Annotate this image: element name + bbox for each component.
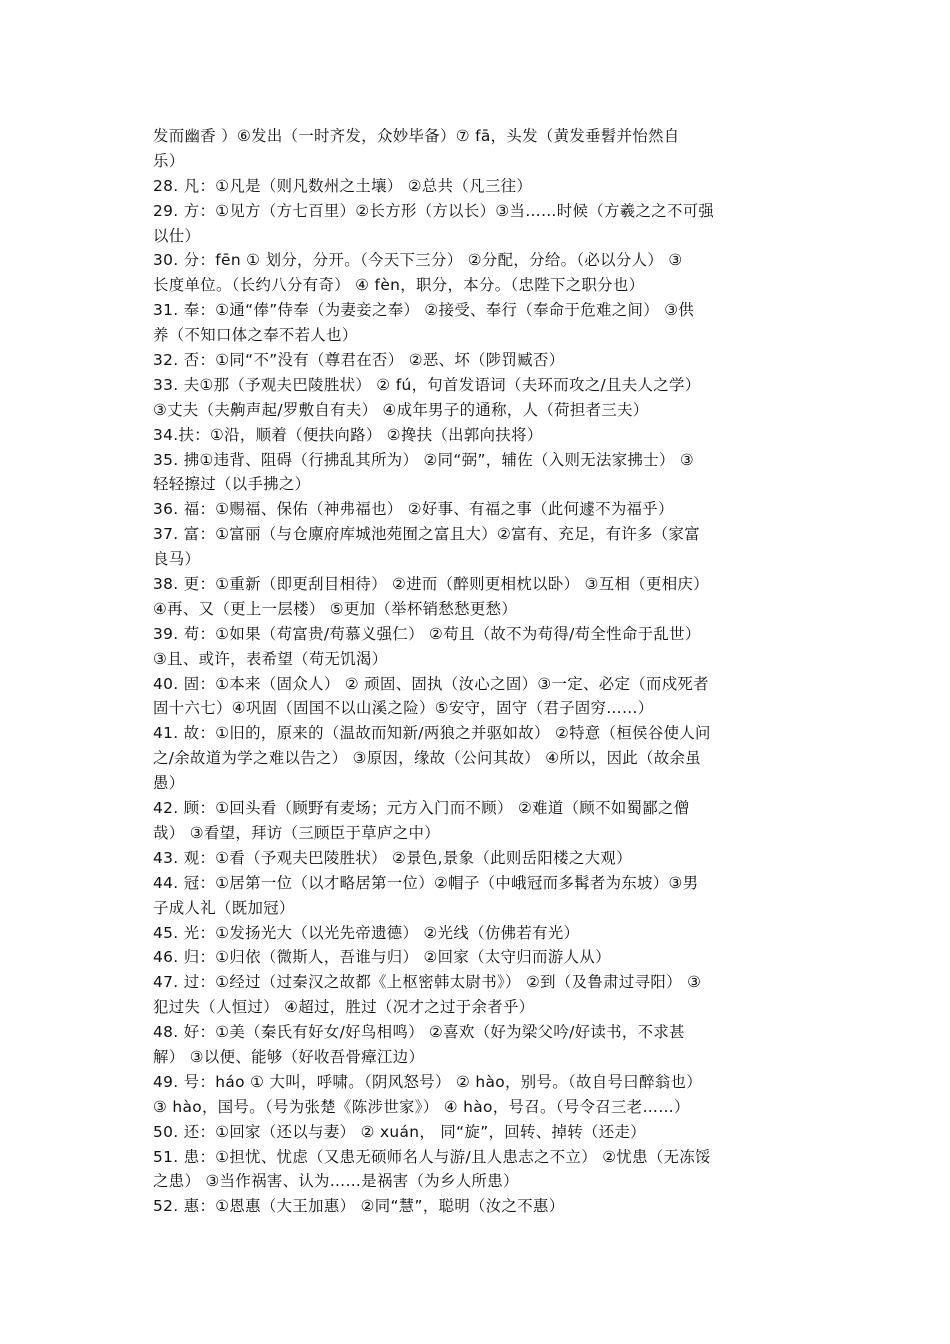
text-line: 37. 富：①富丽（与仓廪府库城池苑囿之富且大）②富有、充足，有许多（家富 xyxy=(153,525,701,544)
text-line: 以仕） xyxy=(153,226,201,245)
text-line: 轻轻擦过（以手拂之） xyxy=(153,475,311,494)
text-line: 愚） xyxy=(153,774,185,793)
text-line: 之患） ③当作祸害、认为……是祸害（为乡人所患） xyxy=(153,1172,519,1191)
text-line: 之/余故道为学之难以告之） ③原因，缘故（公问其故） ④所以，因此（故余虽 xyxy=(153,749,702,768)
text-line: 解） ③以便、能够（好收吾骨瘴江边） xyxy=(153,1047,425,1066)
text-line: 39. 苟：①如果（苟富贵/苟慕义强仁） ②苟且（故不为苟得/苟全性命于乱世） xyxy=(153,624,701,643)
text-line: 48. 好：①美（秦氏有好女/好鸟相鸣） ②喜欢（好为梁父吟/好读书，不求甚 xyxy=(153,1023,685,1042)
text-line: 41. 故：①旧的，原来的（温故而知新/两狼之并驱如故） ②特意（桓侯谷使人问 xyxy=(153,724,711,743)
text-line: 42. 顾：①回头看（顾野有麦场；元方入门而不顾） ②难道（顾不如蜀鄙之僧 xyxy=(153,799,690,818)
text-line: 33. 夫①那（予观夫巴陵胜状） ② fú，句首发语词（夫环而攻之/且夫人之学） xyxy=(153,375,701,394)
text-line: 35. 拂①违背、阻碍（行拂乱其所为） ②同“弼”，辅佐（入则无法家拂士） ③ xyxy=(153,450,695,469)
text-line: 45. 光：①发扬光大（以光先帝遗德） ②光线（仿佛若有光） xyxy=(153,923,580,942)
text-line: ③且、或许，表希望（苟无饥渴） xyxy=(153,649,388,668)
text-line: 养（不知口体之奉不若人也） xyxy=(153,326,358,345)
text-line: 52. 惠：①恩惠（大王加惠） ②同“慧”，聪明（汝之不惠） xyxy=(153,1197,565,1216)
text-line: 32. 否：①同“不”没有（尊君在否） ②恶、坏（陟罚臧否） xyxy=(153,351,565,370)
text-line: ③丈夫（夫齁声起/罗敷自有夫） ④成年男子的通称，人（荷担者三夫） xyxy=(153,400,649,419)
text-line: 良马） xyxy=(153,550,201,569)
text-line: 40. 固：①本来（固众人） ② 顽固、固执（汝心之固）③一定、必定（而戍死者 xyxy=(153,674,709,693)
text-line: ③ hào，国号。（号为张楚《陈涉世家》） ④ hào，号召。（号令召三老……） xyxy=(153,1097,690,1116)
text-line: 发而幽香 ）⑥发出（一时齐发，众妙毕备）⑦ fā，头发（黄发垂髫并怡然自 xyxy=(153,127,680,145)
text-line: 49. 号：háo ① 大叫，呼啸。（阴风怒号） ② hào，别号。（故自号曰醉翁也） xyxy=(153,1072,702,1091)
text-line: 固十六七）④巩固（固国不以山溪之险）⑤安守，固守（君子固穷……） xyxy=(153,699,654,718)
text-line: 29. 方：①见方（方七百里）②长方形（方以长）③当……时候（方羲之之不可强 xyxy=(153,201,715,220)
text-line: 乐） xyxy=(153,151,185,170)
text-line: 31. 奉：①通“俸”侍奉（为妻妾之奉） ②接受、奉行（奉命于危难之间） ③供 xyxy=(153,301,695,320)
text-line: 47. 过：①经过（过秦汉之故都《上枢密韩太尉书》） ②到（及鲁肃过寻阳） ③ xyxy=(153,973,702,992)
text-line: 长度单位。（长约八分有奇） ④ fèn，职分，本分。（忠陛下之职分也） xyxy=(153,276,645,295)
text-line: 44. 冠：①居第一位（以才略居第一位）②帽子（中峨冠而多髯者为东坡）③男 xyxy=(153,873,699,892)
text-line: 30. 分：fēn ① 划分，分开。（今天下三分） ②分配，分给。（必以分人） ③ xyxy=(153,251,683,270)
text-line: 28. 凡：①凡是（则凡数州之土壤） ②总共（凡三往） xyxy=(153,176,533,195)
text-line: 36. 福：①赐福、保佑（神弗福也） ②好事、有福之事（此何遽不为福乎） xyxy=(153,500,674,519)
text-line: 犯过失（人恒过） ④超过，胜过（况才之过于余者乎） xyxy=(153,998,535,1017)
text-line: 34.扶：①沿，顺着（便扶向路） ②搀扶（出郭向扶将） xyxy=(153,425,543,444)
text-line: 38. 更：①重新（即更刮目相待） ②进而（醉则更相枕以卧） ③互相（更相庆） xyxy=(153,575,709,594)
text-line: 哉） ③看望，拜访（三顾臣于草庐之中） xyxy=(153,823,440,842)
text-line: 子成人礼（既加冠） xyxy=(153,898,295,917)
text-line: 46. 归：①归依（微斯人，吾谁与归） ②回家（太守归而游人从） xyxy=(153,948,611,967)
text-line: 51. 患：①担忧、忧虑（又患无硕师名人与游/且人患志之不立） ②忧患（无冻馁 xyxy=(153,1147,711,1166)
text-line: 43. 观：①看（予观夫巴陵胜状） ②景色,景象（此则岳阳楼之大观） xyxy=(153,848,632,867)
document-body xyxy=(153,124,801,1219)
text-line: ④再、又（更上一层楼） ⑤更加（举杯销愁愁更愁） xyxy=(153,599,518,618)
text-line: 50. 还：①回家（还以与妻） ② xuán， 同“旋”，回转、掉转（还走） xyxy=(153,1122,646,1141)
